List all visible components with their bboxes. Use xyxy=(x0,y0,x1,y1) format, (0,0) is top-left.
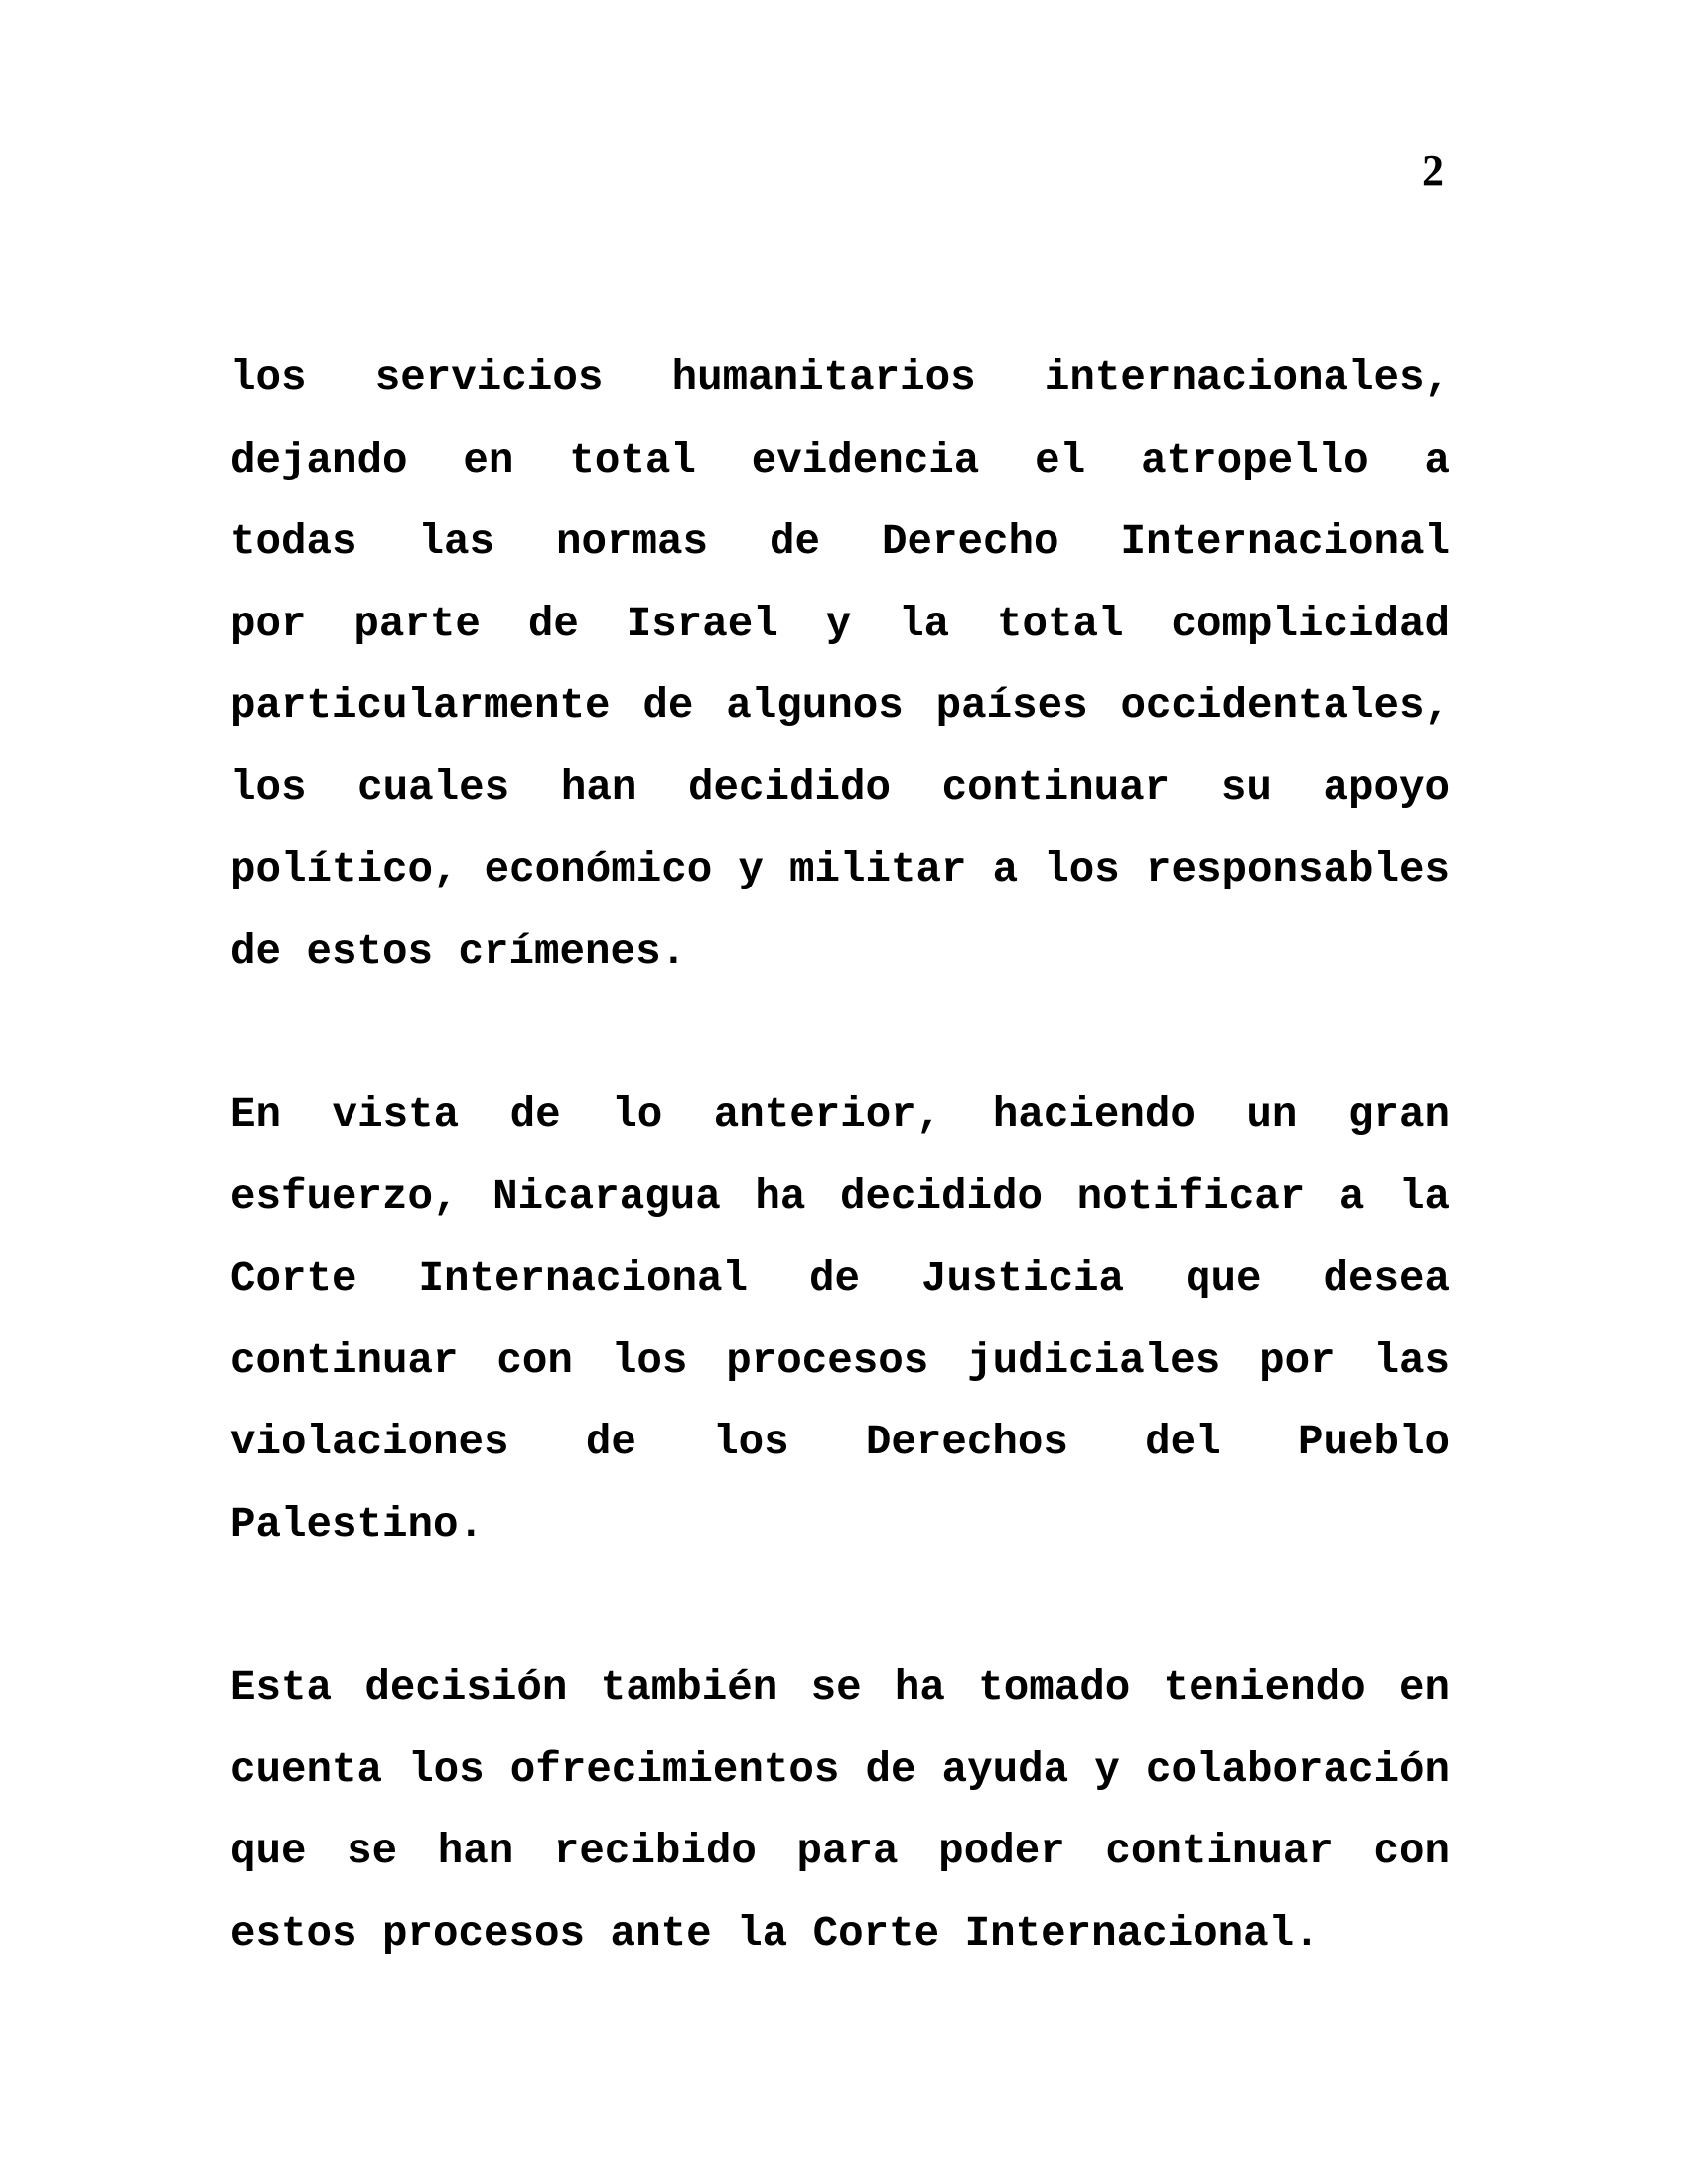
text-line: cuenta los ofrecimientos de ayuda y colaboración xyxy=(230,1745,1450,1794)
text-line: Esta decisión también se ha tomado teniendo en xyxy=(230,1664,1450,1711)
text-line: dejando en total evidencia el atropello a xyxy=(230,436,1450,484)
text-line: todas las normas de Derecho Internacional xyxy=(230,518,1450,566)
text-line: los servicios humanitarios internacionales, xyxy=(230,354,1450,402)
text-line: por parte de Israel y la total complicidad xyxy=(230,600,1450,648)
paragraph-3 xyxy=(230,1647,1450,1975)
page-number: 2 xyxy=(1422,146,1444,195)
text-line: los cuales han decidido continuar su apoyo xyxy=(230,763,1450,812)
document-body xyxy=(230,338,1450,2056)
text-line: de estos crímenes. xyxy=(230,927,687,976)
text-line: político, económico y militar a los responsables xyxy=(230,846,1450,893)
paragraph-2 xyxy=(230,1074,1450,1566)
paragraph-1 xyxy=(230,338,1450,993)
text-line: En vista de lo anterior, haciendo un gran xyxy=(230,1091,1450,1139)
text-line: continuar con los procesos judiciales por las xyxy=(230,1336,1450,1385)
text-line: particularmente de algunos países occidentales, xyxy=(230,682,1450,730)
text-line: Corte Internacional de Justicia que desea xyxy=(230,1255,1450,1302)
text-line: estos procesos ante la Corte Internacional. xyxy=(230,1909,1320,1958)
text-line: que se han recibido para poder continuar con xyxy=(230,1828,1450,1875)
text-line: violaciones de los Derechos del Pueblo Palestino. xyxy=(230,1419,1450,1549)
text-line: esfuerzo, Nicaragua ha decidido notificar a la xyxy=(230,1172,1450,1221)
